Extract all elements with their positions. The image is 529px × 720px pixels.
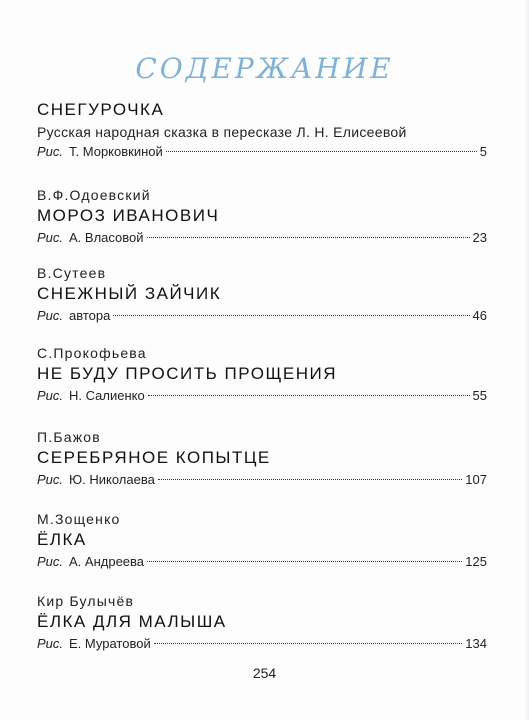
story-title: МОРОЗ ИВАНОВИЧ: [37, 206, 220, 225]
toc-entry: [37, 186, 487, 248]
dot-leader: [166, 151, 477, 152]
illustrator-name: Н. Салиенко: [69, 388, 145, 403]
illustrator-name: Ю. Николаева: [69, 472, 155, 487]
dot-leader: [147, 561, 462, 562]
toc-entry: [37, 592, 487, 654]
illus-prefix: Рис.: [37, 472, 64, 487]
page-ref: 5: [479, 144, 487, 159]
dot-leader: [113, 315, 469, 316]
illus-prefix: Рис.: [37, 308, 64, 323]
dot-leader: [148, 395, 470, 396]
author-name: В.Сутеев: [37, 265, 107, 281]
author-name: Кир Булычёв: [37, 593, 135, 609]
illustrator-name: А. Андреева: [69, 554, 145, 569]
illustrator-line: [37, 634, 487, 654]
author-name: В.Ф.Одоевский: [37, 187, 151, 203]
toc-entry: [37, 264, 487, 326]
page-edge: [523, 0, 529, 720]
illustrator-line: [37, 386, 487, 406]
dot-leader: [147, 237, 470, 238]
page-ref: 23: [472, 230, 487, 245]
page-ref: 55: [472, 388, 487, 403]
story-subtitle: Русская народная сказка в пересказе Л. Н. Елисеевой: [37, 124, 407, 140]
illus-prefix: Рис.: [37, 230, 64, 245]
dot-leader: [154, 643, 463, 644]
illus-prefix: Рис.: [37, 636, 64, 651]
illus-prefix: Рис.: [37, 144, 64, 159]
page-ref: 46: [472, 308, 487, 323]
story-title: СНЕЖНЫЙ ЗАЙЧИК: [37, 284, 222, 303]
story-title: СЕРЕБРЯНОЕ КОПЫТЦЕ: [37, 448, 271, 467]
story-title: ЁЛКА ДЛЯ МАЛЫША: [37, 612, 227, 631]
toc-entry: [37, 344, 487, 406]
illustrator-line: [37, 142, 487, 162]
story-title: НЕ БУДУ ПРОСИТЬ ПРОЩЕНИЯ: [37, 364, 337, 383]
toc-entry: [37, 428, 487, 490]
story-title: СНЕГУРОЧКА: [37, 100, 165, 119]
toc-entry: [37, 98, 487, 162]
dot-leader: [158, 479, 462, 480]
page-ref: 107: [465, 472, 487, 487]
author-name: С.Прокофьева: [37, 345, 147, 361]
page-ref: 125: [465, 554, 487, 569]
page-number: 254: [252, 665, 277, 681]
page-ref: 134: [465, 636, 487, 651]
story-title: ЁЛКА: [37, 530, 87, 549]
illustrator-name: А. Власовой: [69, 230, 144, 245]
illustrator-name: Т. Морковкиной: [69, 144, 163, 159]
illus-prefix: Рис.: [37, 388, 64, 403]
illustrator-name: Е. Муратовой: [69, 636, 151, 651]
page-title: СОДЕРЖАНИЕ: [135, 52, 394, 85]
illustrator-line: [37, 228, 487, 248]
illustrator-line: [37, 552, 487, 572]
illustrator-line: [37, 470, 487, 490]
author-name: М.Зощенко: [37, 511, 121, 527]
illustrator-name: автора: [69, 308, 111, 323]
toc-entry: [37, 510, 487, 572]
author-name: П.Бажов: [37, 429, 101, 445]
illus-prefix: Рис.: [37, 554, 64, 569]
illustrator-line: [37, 306, 487, 326]
